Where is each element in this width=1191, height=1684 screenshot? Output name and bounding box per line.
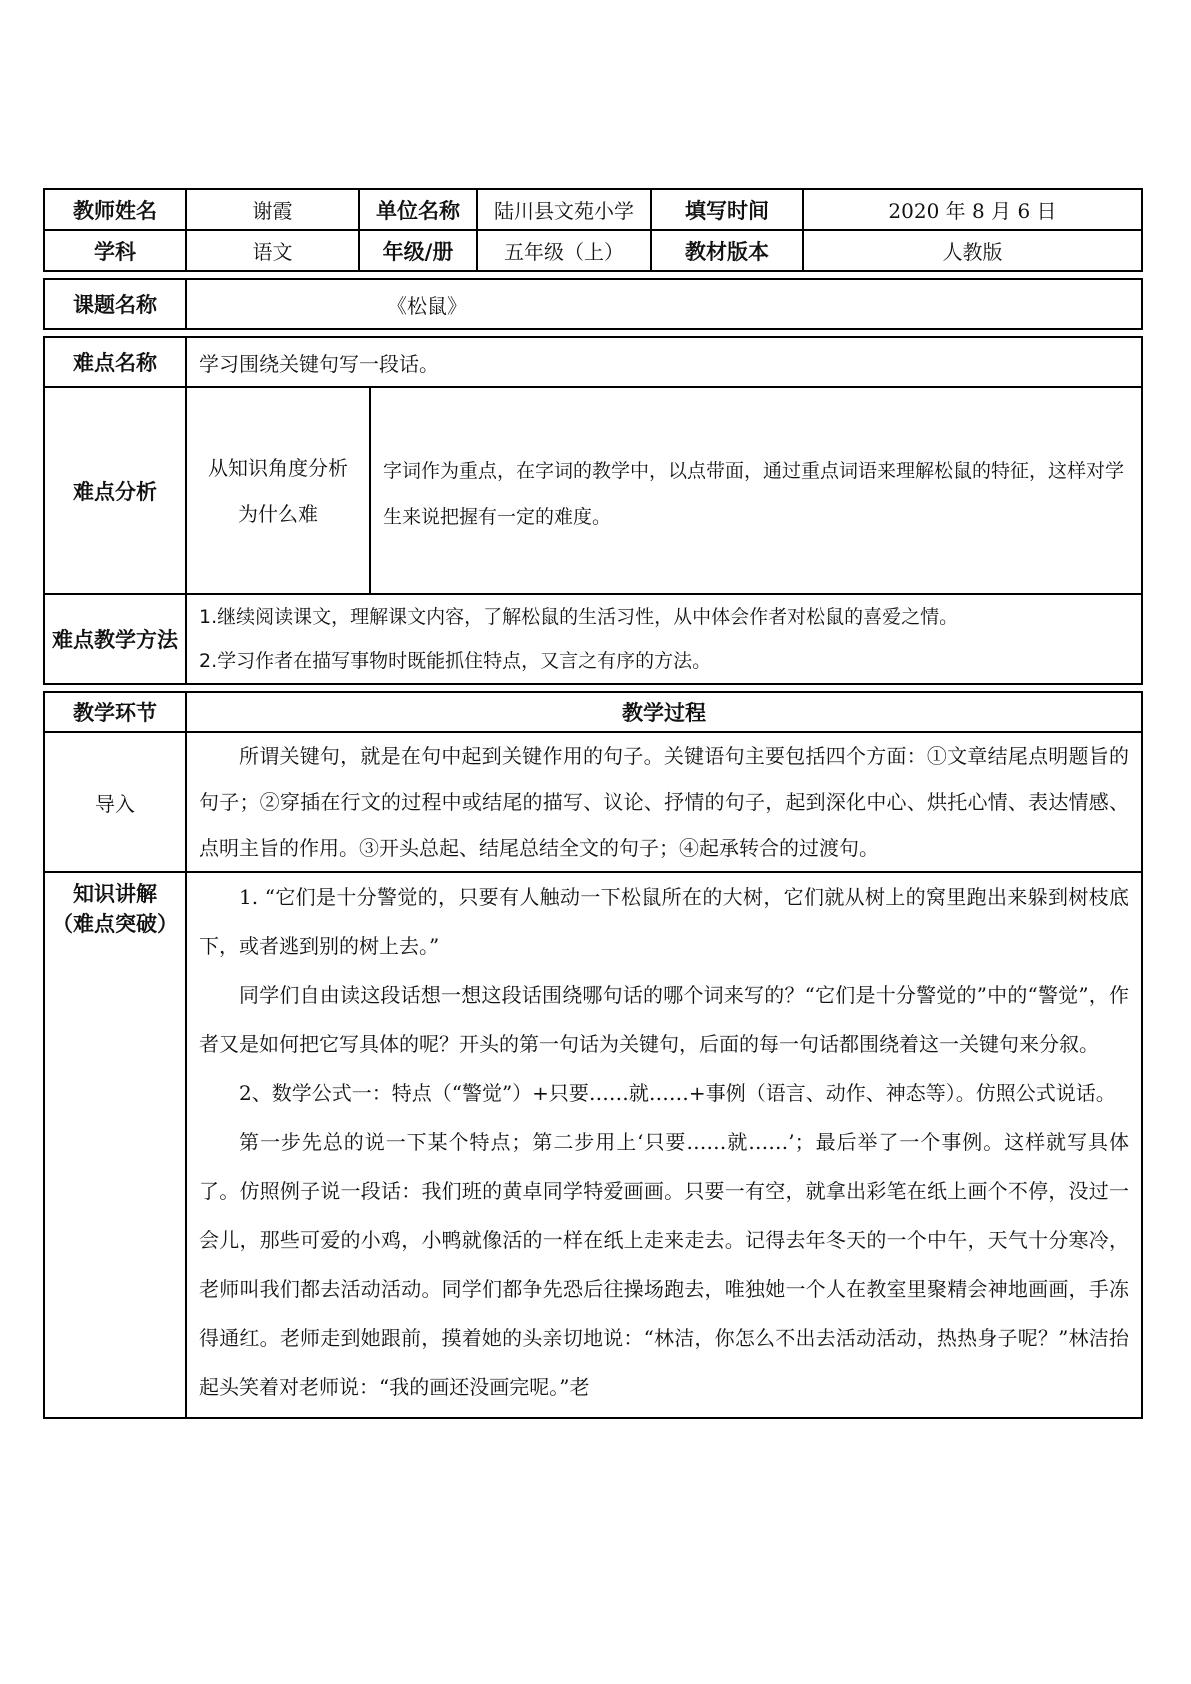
date-value: 2020 年 8 月 6 日 bbox=[803, 189, 1142, 230]
subject-label: 学科 bbox=[44, 230, 186, 271]
analysis-label: 难点分析 bbox=[44, 387, 186, 594]
subject-value: 语文 bbox=[186, 230, 359, 271]
lesson-plan-table bbox=[43, 188, 1143, 1419]
process-header-row bbox=[44, 692, 1142, 732]
analysis-sub-label bbox=[187, 388, 371, 593]
topic-value: 《松鼠》 bbox=[186, 279, 1142, 329]
difficulty-label: 难点名称 bbox=[44, 337, 186, 387]
intro-label: 导入 bbox=[44, 732, 186, 872]
knowledge-label-line-1: 知识讲解 bbox=[73, 882, 157, 906]
difficulty-value: 学习围绕关键句写一段话。 bbox=[186, 337, 1142, 387]
info-row-1 bbox=[44, 189, 1142, 230]
analysis-sub-label-line-1: 从知识角度分析 bbox=[208, 455, 348, 480]
date-label: 填写时间 bbox=[651, 189, 803, 230]
analysis-text: 字词作为重点，在字词的教学中，以点带面，通过重点词语来理解松鼠的特征，这样对学生来说把握有一定的难度。 bbox=[383, 460, 1125, 528]
teacher-value: 谢霞 bbox=[186, 189, 359, 230]
edition-label: 教材版本 bbox=[651, 230, 803, 271]
teacher-label: 教师姓名 bbox=[44, 189, 186, 230]
intro-text: 所谓关键句，就是在句中起到关键作用的句子。关键语句主要包括四个方面：①文章结尾点明题旨的句子；②穿插在行文的过程中或结尾的描写、议论、抒情的句子，起到深化中心、烘托心情、表达情感、点明主旨的作用。③开头总起、结尾总结全文的句子；④起承转合的过渡句。 bbox=[199, 744, 1129, 860]
unit-value: 陆川县文苑小学 bbox=[477, 189, 651, 230]
knowledge-row bbox=[44, 872, 1142, 1418]
knowledge-paragraph-1: 1. “它们是十分警觉的，只要有人触动一下松鼠所在的大树，它们就从树上的窝里跑出来躲到树枝底下，或者逃到别的树上去。” bbox=[199, 885, 1129, 958]
difficulty-row bbox=[44, 337, 1142, 387]
edition-value: 人教版 bbox=[803, 230, 1142, 271]
unit-label: 单位名称 bbox=[359, 189, 477, 230]
knowledge-label-line-2: （难点突破） bbox=[52, 912, 178, 936]
stage-header: 教学环节 bbox=[44, 692, 186, 732]
topic-label: 课题名称 bbox=[44, 279, 186, 329]
knowledge-paragraph-4: 第一步先总的说一下某个特点；第二步用上‘只要……就……’；最后举了一个事例。这样就写具体了。仿照例子说一段话：我们班的黄卓同学特爱画画。只要一有空，就拿出彩笔在纸上画个不停，没过一会儿，那些可爱的小鸡，小鸭就像活的一样在纸上走来走去。记得去年冬天的一个中午，天气十分寒冷，老师叫我们都去活动活动。同学们都争先恐后往操场跑去，唯独她一个人在教室里聚精会神地画画，手冻得通红。老师走到她跟前，摸着她的头亲切地说：“林洁，你怎么不出去活动活动，热热身子呢？”林洁抬起头笑着对老师说：“我的画还没画完呢。”老 bbox=[199, 1130, 1129, 1399]
method-item-1: 1.继续阅读课文，理解课文内容，了解松鼠的生活习性，从中体会作者对松鼠的喜爱之情。 bbox=[199, 606, 959, 628]
intro-row bbox=[44, 732, 1142, 872]
grade-label: 年级/册 bbox=[359, 230, 477, 271]
process-header: 教学过程 bbox=[186, 692, 1142, 732]
knowledge-paragraph-2: 同学们自由读这段话想一想这段话围绕哪句话的哪个词来写的？“它们是十分警觉的”中的“警觉”，作者又是如何把它写具体的呢？开头的第一句话为关键句，后面的每一句话都围绕着这一关键句来分叙。 bbox=[199, 983, 1129, 1056]
methods-row bbox=[44, 594, 1142, 684]
analysis-row bbox=[44, 387, 1142, 594]
knowledge-paragraph-3: 2、数学公式一：特点（“警觉”）+只要……就……+事例（语言、动作、神态等）。仿照公式说话。 bbox=[239, 1081, 1116, 1105]
lesson-plan-sheet bbox=[43, 188, 1141, 1419]
grade-value: 五年级（上） bbox=[477, 230, 651, 271]
info-row-2 bbox=[44, 230, 1142, 271]
method-item-2: 2.学习作者在描写事物时既能抓住特点，又言之有序的方法。 bbox=[199, 650, 712, 672]
methods-label: 难点教学方法 bbox=[44, 594, 186, 684]
knowledge-label bbox=[44, 872, 186, 1418]
analysis-sub-label-line-2: 为什么难 bbox=[238, 501, 318, 526]
topic-row bbox=[44, 279, 1142, 329]
